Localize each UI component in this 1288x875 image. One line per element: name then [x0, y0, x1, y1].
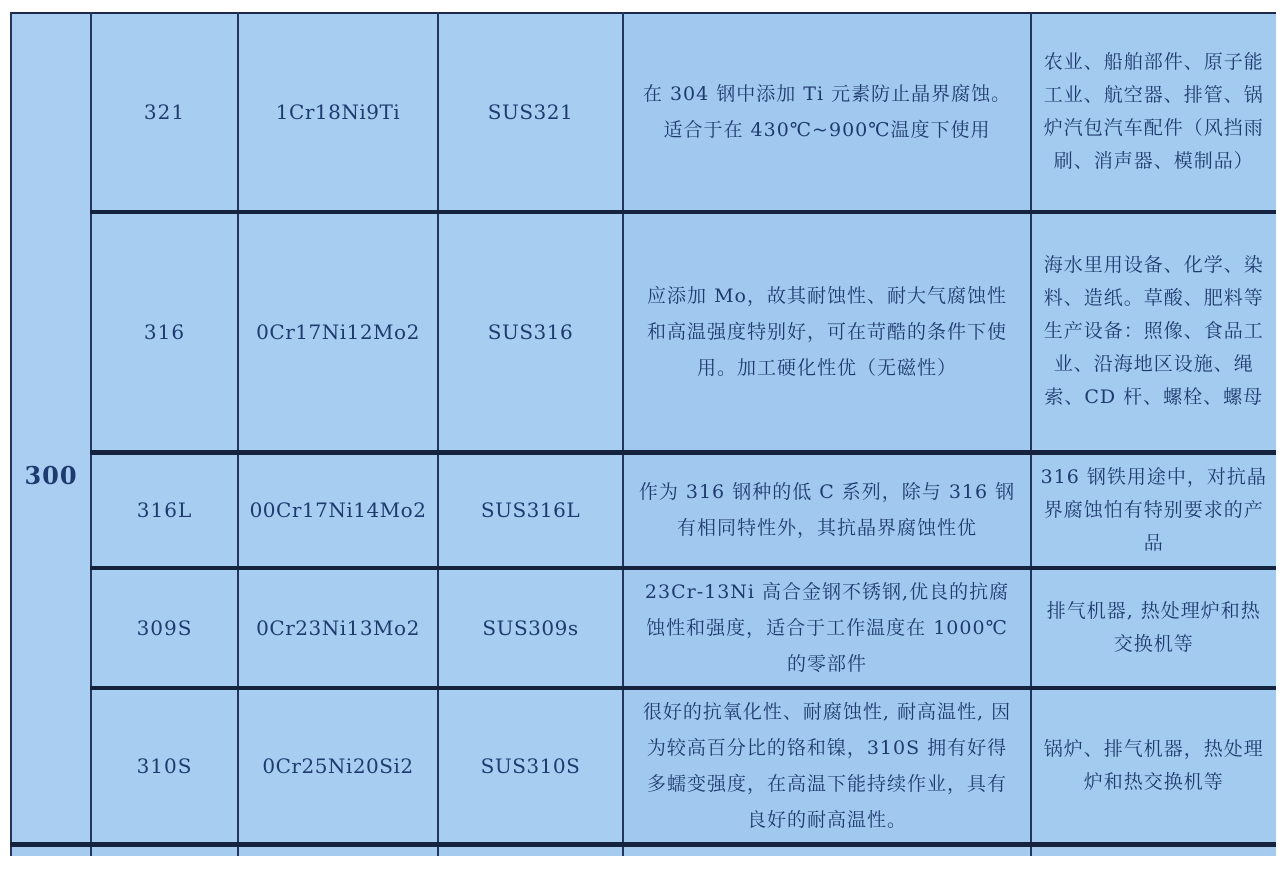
cell-gb-designation: 0Cr25Ni20Si2 — [238, 688, 438, 845]
partial-cell — [91, 845, 238, 857]
cell-jis-designation: SUS310S — [438, 688, 623, 845]
cell-characteristics: 在 304 钢中添加 Ti 元素防止晶界腐蚀。适合于在 430℃~900℃温度下使用 — [623, 13, 1031, 212]
table-row — [11, 568, 1276, 688]
cell-jis-designation: SUS316L — [438, 452, 623, 568]
partial-cell — [1031, 845, 1276, 857]
cell-characteristics: 23Cr-13Ni 高合金钢不锈钢,优良的抗腐蚀性和强度，适合于工作温度在 1000℃的零部件 — [623, 568, 1031, 688]
cell-grade: 316L — [91, 452, 238, 568]
cell-gb-designation: 1Cr18Ni9Ti — [238, 13, 438, 212]
cell-grade: 309S — [91, 568, 238, 688]
cell-gb-designation: 00Cr17Ni14Mo2 — [238, 452, 438, 568]
table-row — [11, 13, 1276, 212]
cell-applications: 农业、船舶部件、原子能工业、航空器、排管、锅炉汽包汽车配件（风挡雨刷、消声器、模制品） — [1031, 13, 1276, 212]
partial-cell — [623, 845, 1031, 857]
partial-cell — [438, 845, 623, 857]
cell-gb-designation: 0Cr23Ni13Mo2 — [238, 568, 438, 688]
table-row — [11, 212, 1276, 452]
cell-grade: 316 — [91, 212, 238, 452]
partial-cell — [11, 845, 91, 857]
cell-applications: 海水里用设备、化学、染料、造纸。草酸、肥料等生产设备：照像、食品工业、沿海地区设施、绳索、CD 杆、螺栓、螺母 — [1031, 212, 1276, 452]
cell-characteristics: 作为 316 钢种的低 C 系列，除与 316 钢有相同特性外，其抗晶界腐蚀性优 — [623, 452, 1031, 568]
partial-cell — [238, 845, 438, 857]
cell-characteristics: 很好的抗氧化性、耐腐蚀性, 耐高温性, 因为较高百分比的铬和镍，310S 拥有好得多蠕变强度，在高温下能持续作业，具有良好的耐高温性。 — [623, 688, 1031, 845]
cell-applications: 316 钢铁用途中，对抗晶界腐蚀怕有特别要求的产品 — [1031, 452, 1276, 568]
cell-jis-designation: SUS316 — [438, 212, 623, 452]
cell-jis-designation: SUS309s — [438, 568, 623, 688]
table-row — [11, 452, 1276, 568]
steel-grades-table — [10, 12, 1276, 856]
cell-grade: 310S — [91, 688, 238, 845]
cell-grade: 321 — [91, 13, 238, 212]
cell-applications: 排气机器, 热处理炉和热交换机等 — [1031, 568, 1276, 688]
table-body — [11, 13, 1276, 856]
cell-applications: 锅炉、排气机器，热处理炉和热交换机等 — [1031, 688, 1276, 845]
cell-jis-designation: SUS321 — [438, 13, 623, 212]
steel-grades-table-wrap — [10, 12, 1276, 871]
cell-series-300: 300 — [11, 13, 91, 845]
cell-characteristics: 应添加 Mo，故其耐蚀性、耐大气腐蚀性和高温强度特别好，可在苛酷的条件下使用。加工硬化性优（无磁性） — [623, 212, 1031, 452]
table-row — [11, 688, 1276, 845]
cell-gb-designation: 0Cr17Ni12Mo2 — [238, 212, 438, 452]
partial-next-row — [11, 845, 1276, 857]
